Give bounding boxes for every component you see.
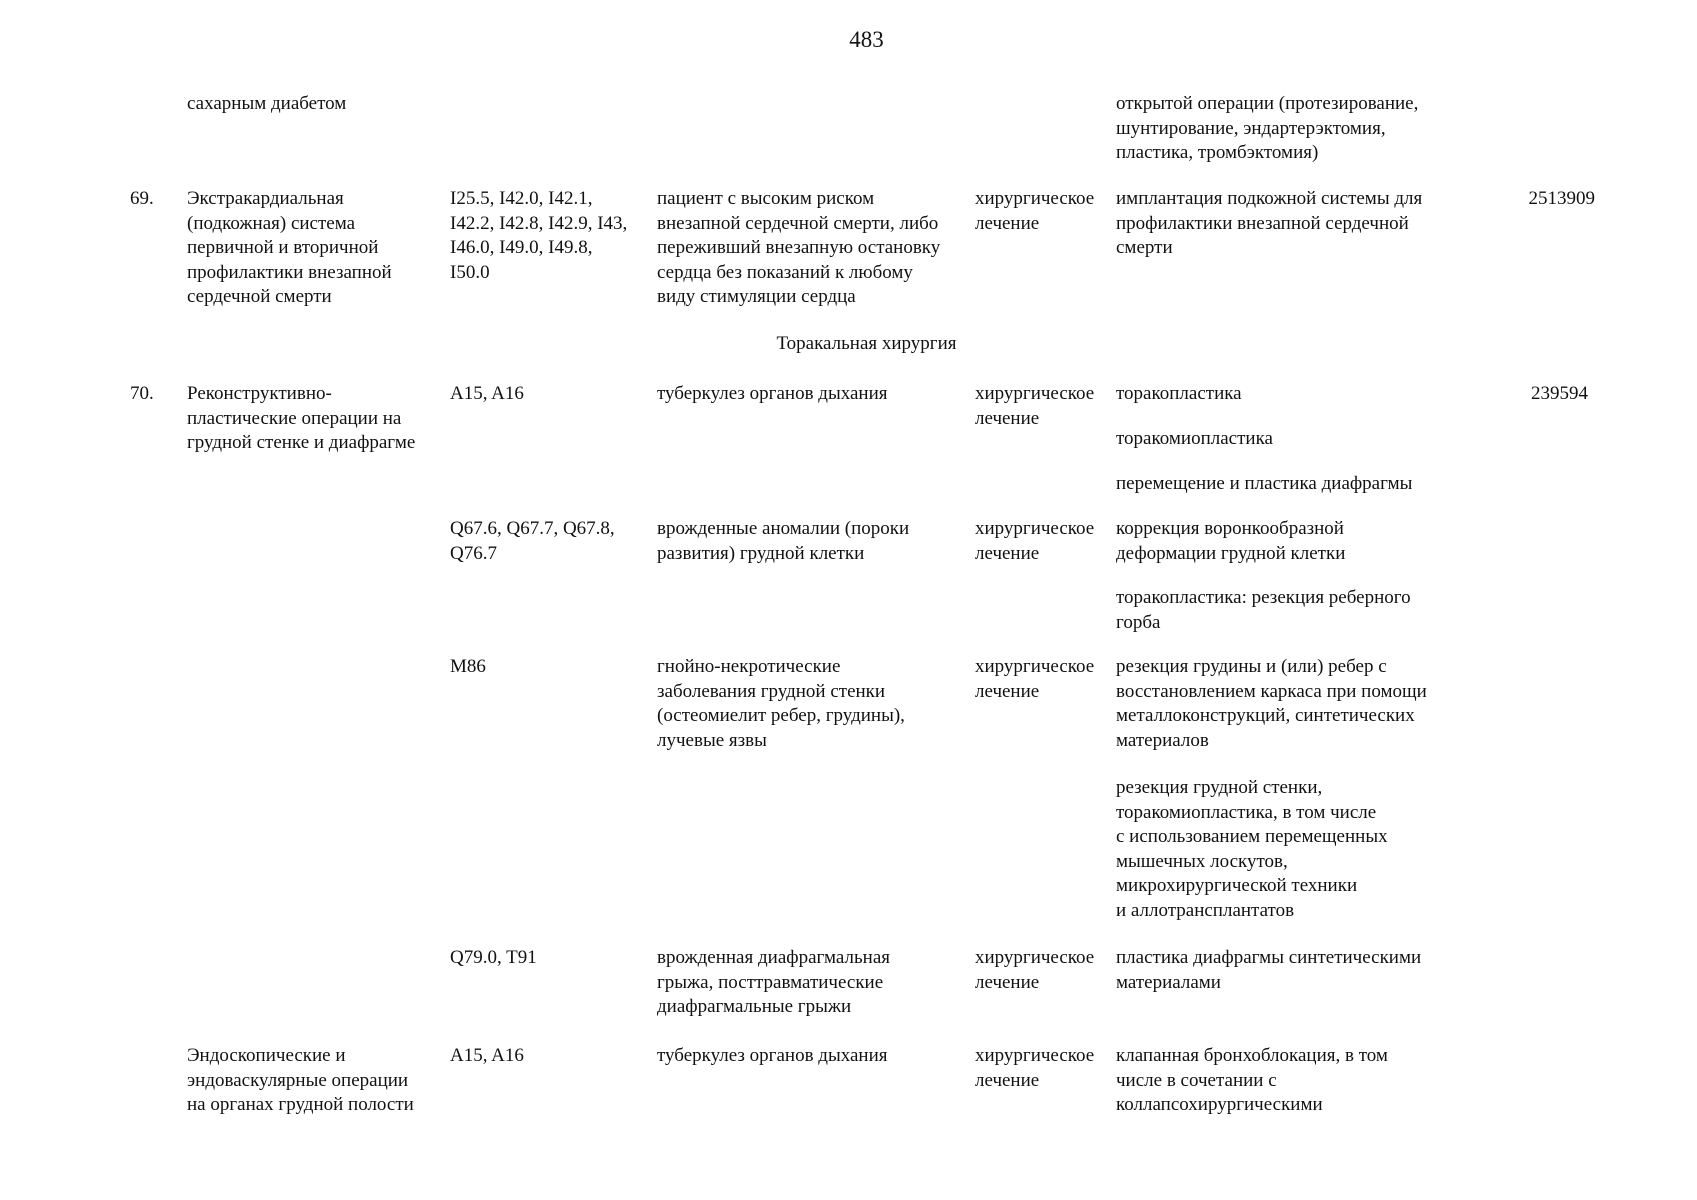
group-2-treatment: хирургическое лечение [975, 518, 1095, 564]
row-70-name: Реконструктивно- пластические операции на грудной стенке и диафрагме [187, 383, 416, 453]
row-69-cost: 2513909 [1528, 188, 1595, 209]
row-number-69: 69. [130, 188, 154, 209]
row-69-method: имплантация подкожной системы для профилактики внезапной сердечной смерти [1116, 188, 1423, 258]
row-endo-model: туберкулез органов дыхания [657, 1045, 888, 1066]
group-1-method-1: торакопластика [1116, 383, 1242, 404]
group-1-method-2: торакомиопластика [1116, 428, 1273, 449]
section-title: Торакальная хирургия [776, 333, 957, 354]
row-number-70: 70. [130, 383, 154, 404]
group-2-model: врожденные аномалии (пороки развития) грудной клетки [657, 518, 910, 564]
name-continuation: сахарным диабетом [187, 93, 347, 114]
group-1-codes: A15, A16 [450, 383, 524, 404]
row-69-name: Экстракардиальная (подкожная) система первичной и вторичной профилактики внезапной сердечной смерти [187, 188, 392, 307]
group-2-method-1: коррекция воронкообразной деформации грудной клетки [1116, 518, 1346, 564]
row-69-treatment: хирургическое лечение [975, 188, 1095, 234]
group-2-method-2: торакопластика: резекция реберного горба [1116, 587, 1411, 633]
method-continuation: открытой операции (протезирование, шунтирование, эндартерэктомия, пластика, тромбэктомия) [1116, 93, 1419, 163]
group-4-codes: Q79.0, T91 [450, 947, 537, 968]
row-endo-codes: A15, A16 [450, 1045, 524, 1066]
group-1-method-3: перемещение и пластика диафрагмы [1116, 473, 1413, 494]
row-endo-method: клапанная бронхоблокация, в том числе в сочетании с коллапсохирургическими [1116, 1045, 1388, 1115]
page-number: 483 [849, 27, 884, 52]
group-1-treatment: хирургическое лечение [975, 383, 1095, 429]
group-3-codes: M86 [450, 656, 486, 677]
group-4-method-1: пластика диафрагмы синтетическими материалами [1116, 947, 1422, 993]
row-endo-treatment: хирургическое лечение [975, 1045, 1095, 1091]
group-4-treatment: хирургическое лечение [975, 947, 1095, 993]
group-2-codes: Q67.6, Q67.7, Q67.8, Q76.7 [450, 518, 615, 564]
group-3-model: гнойно-некротические заболевания грудной стенки (остеомиелит ребер, грудины), лучевые язвы [657, 656, 905, 751]
group-1-model: туберкулез органов дыхания [657, 383, 888, 404]
row-69-codes: I25.5, I42.0, I42.1, I42.2, I42.8, I42.9, I43, I46.0, I49.0, I49.8, I50.0 [450, 188, 628, 283]
row-70-cost: 239594 [1531, 383, 1588, 404]
row-endo-name: Эндоскопические и эндоваскулярные операции на органах грудной полости [187, 1045, 414, 1115]
group-3-method-1: резекция грудины и (или) ребер с восстановлением каркаса при помощи металлоконструкций, синтетических материалов [1116, 656, 1427, 751]
group-3-treatment: хирургическое лечение [975, 656, 1095, 702]
row-69-model: пациент с высоким риском внезапной сердечной смерти, либо переживший внезапную остановку сердца без показаний к любому виду стимуляции сердца [657, 188, 941, 307]
group-3-method-2: резекция грудной стенки, торакомиопластика, в том числе с использованием перемещенных мышечных лоскутов, микрохирургической техники и аллотрансплантатов [1116, 777, 1388, 921]
group-4-model: врожденная диафрагмальная грыжа, посттравматические диафрагмальные грыжи [657, 947, 891, 1017]
